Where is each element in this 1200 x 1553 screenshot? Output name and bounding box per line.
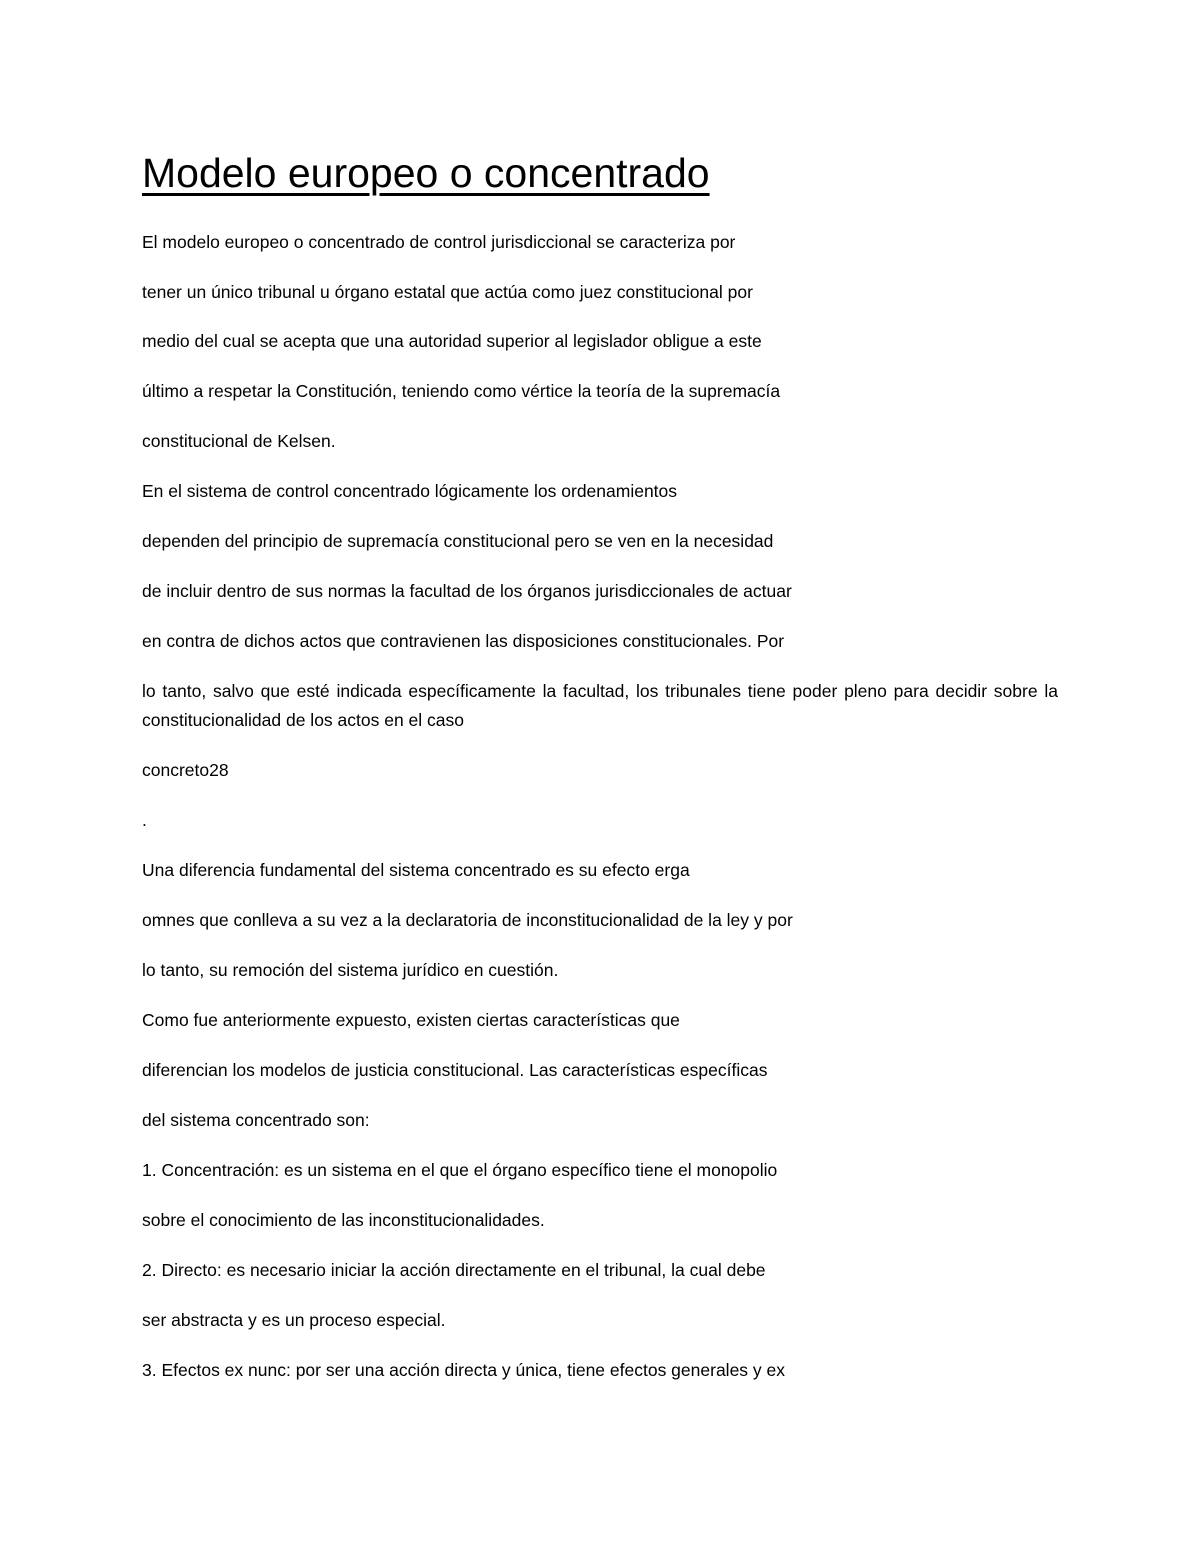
- paragraph-line-7: dependen del principio de supremacía constitucional pero se ven en la necesidad: [142, 531, 774, 551]
- paragraph-line-1: El modelo europeo o concentrado de control jurisdiccional se caracteriza por: [142, 232, 736, 252]
- paragraph-line-5: constitucional de Kelsen.: [142, 431, 336, 451]
- paragraph-line-14: omnes que conlleva a su vez a la declaratoria de inconstitucionalidad de la ley y por: [142, 910, 793, 930]
- paragraph-line-18: del sistema concentrado son:: [142, 1110, 370, 1130]
- paragraph-line-8: de incluir dentro de sus normas la facultad de los órganos jurisdiccionales de actuar: [142, 581, 792, 601]
- paragraph-line-12: .: [142, 810, 147, 830]
- paragraph-line-9: en contra de dichos actos que contravienen las disposiciones constitucionales. Por: [142, 631, 785, 651]
- paragraph-line-13: Una diferencia fundamental del sistema concentrado es su efecto erga: [142, 860, 690, 880]
- paragraph-line-2: tener un único tribunal u órgano estatal que actúa como juez constitucional por: [142, 282, 753, 302]
- paragraph-line-17: diferencian los modelos de justicia constitucional. Las características específicas: [142, 1060, 768, 1080]
- paragraph-line-4: último a respetar la Constitución, teniendo como vértice la teoría de la supremacía: [142, 381, 781, 401]
- paragraph-line-6: En el sistema de control concentrado lógicamente los ordenamientos: [142, 481, 678, 501]
- paragraph-line-15: lo tanto, su remoción del sistema jurídico en cuestión.: [142, 960, 559, 980]
- paragraph-line-19: 1. Concentración: es un sistema en el que el órgano específico tiene el monopolio: [142, 1160, 778, 1180]
- page-title: Modelo europeo o concentrado: [142, 150, 710, 196]
- paragraph-line-20: sobre el conocimiento de las inconstitucionalidades.: [142, 1210, 545, 1230]
- justified-paragraph: lo tanto, salvo que esté indicada específicamente la facultad, los tribunales tiene poder pleno para decidir sobre la constitucionalidad de los actos en el caso: [142, 681, 1058, 730]
- paragraph-line-22: ser abstracta y es un proceso especial.: [142, 1310, 446, 1330]
- paragraph-line-21: 2. Directo: es necesario iniciar la acción directamente en el tribunal, la cual debe: [142, 1260, 766, 1280]
- paragraph-line-3: medio del cual se acepta que una autoridad superior al legislador obligue a este: [142, 331, 762, 351]
- paragraph-line-16: Como fue anteriormente expuesto, existen ciertas características que: [142, 1010, 680, 1030]
- paragraph-line-23: 3. Efectos ex nunc: por ser una acción directa y única, tiene efectos generales y ex: [142, 1360, 786, 1380]
- paragraph-line-11: concreto28: [142, 760, 229, 780]
